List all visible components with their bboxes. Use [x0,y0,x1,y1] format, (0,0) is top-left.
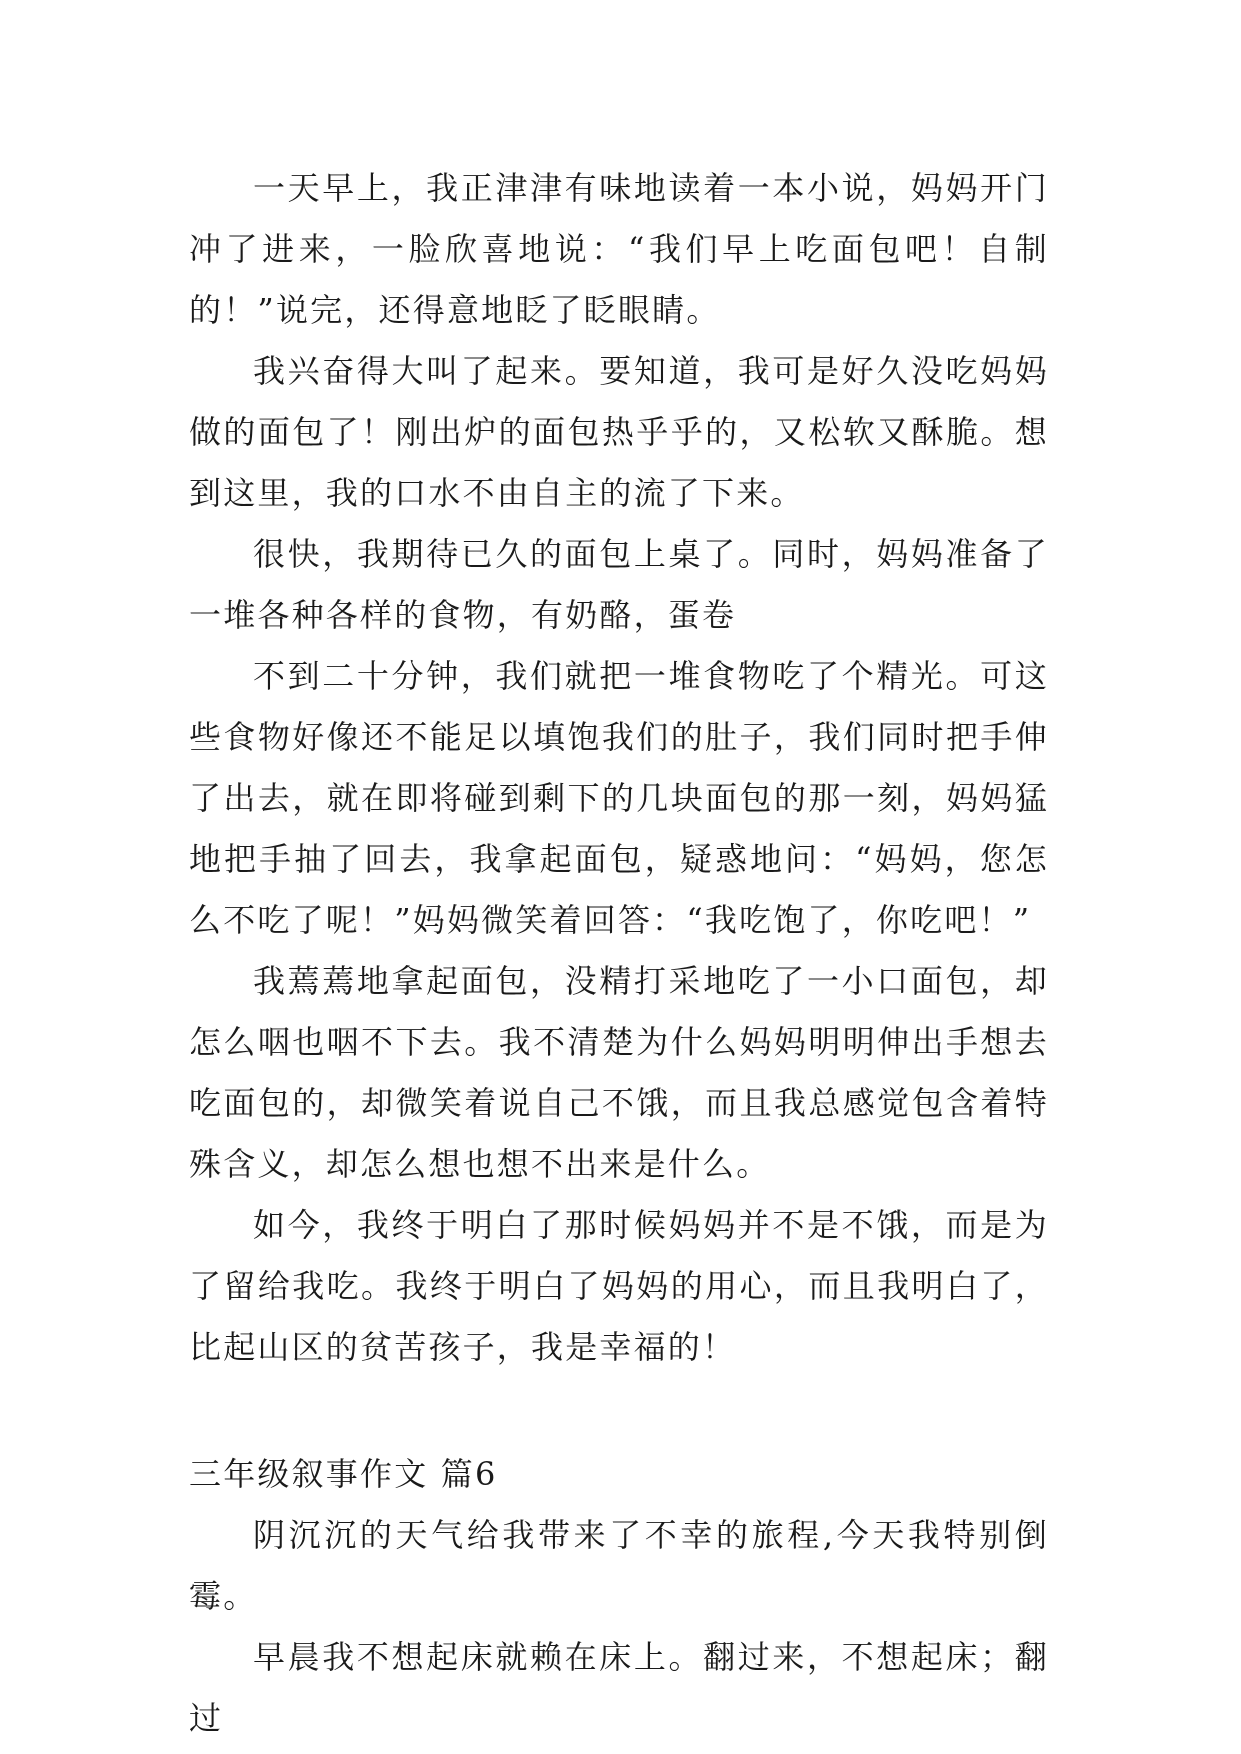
paragraph-2: 我兴奋得大叫了起来。要知道，我可是好久没吃妈妈做的面包了！刚出炉的面包热乎乎的，又松软又酥脆。想到这里，我的口水不由自主的流了下来。 [189,352,1049,512]
paragraph-1: 一天早上，我正津津有味地读着一本小说，妈妈开门冲了进来，一脸欣喜地说：“我们早上吃面包吧！自制的！”说完，还得意地眨了眨眼睛。 [189,169,1049,329]
section-paragraph-2: 早晨我不想起床就赖在床上。翻过来，不想起床；翻过 [189,1638,1049,1737]
paragraph-3: 很快，我期待已久的面包上桌了。同时，妈妈准备了一堆各种各样的食物，有奶酪，蛋卷 [189,535,1049,634]
paragraph-5: 我蔫蔫地拿起面包，没精打采地吃了一小口面包，却怎么咽也咽不下去。我不清楚为什么妈妈明明伸出手想去吃面包的，却微笑着说自己不饿，而且我总感觉包含着特殊含义，却怎么想也想不出来是什么。 [189,962,1049,1183]
section-paragraph-1: 阴沉沉的天气给我带来了不幸的旅程,今天我特别倒霉。 [189,1516,1049,1615]
document-body [189,158,1049,1749]
paragraph-6: 如今，我终于明白了那时候妈妈并不是不饿，而是为了留给我吃。我终于明白了妈妈的用心，而且我明白了，比起山区的贫苦孩子，我是幸福的！ [189,1206,1049,1366]
paragraph-4: 不到二十分钟，我们就把一堆食物吃了个精光。可这些食物好像还不能足以填饱我们的肚子，我们同时把手伸了出去，就在即将碰到剩下的几块面包的那一刻，妈妈猛地把手抽了回去，我拿起面包，疑惑地问：“妈妈，您怎么不吃了呢！”妈妈微笑着回答：“我吃饱了，你吃吧！” [189,657,1049,939]
section-heading: 三年级叙事作文 篇6 [189,1455,498,1493]
